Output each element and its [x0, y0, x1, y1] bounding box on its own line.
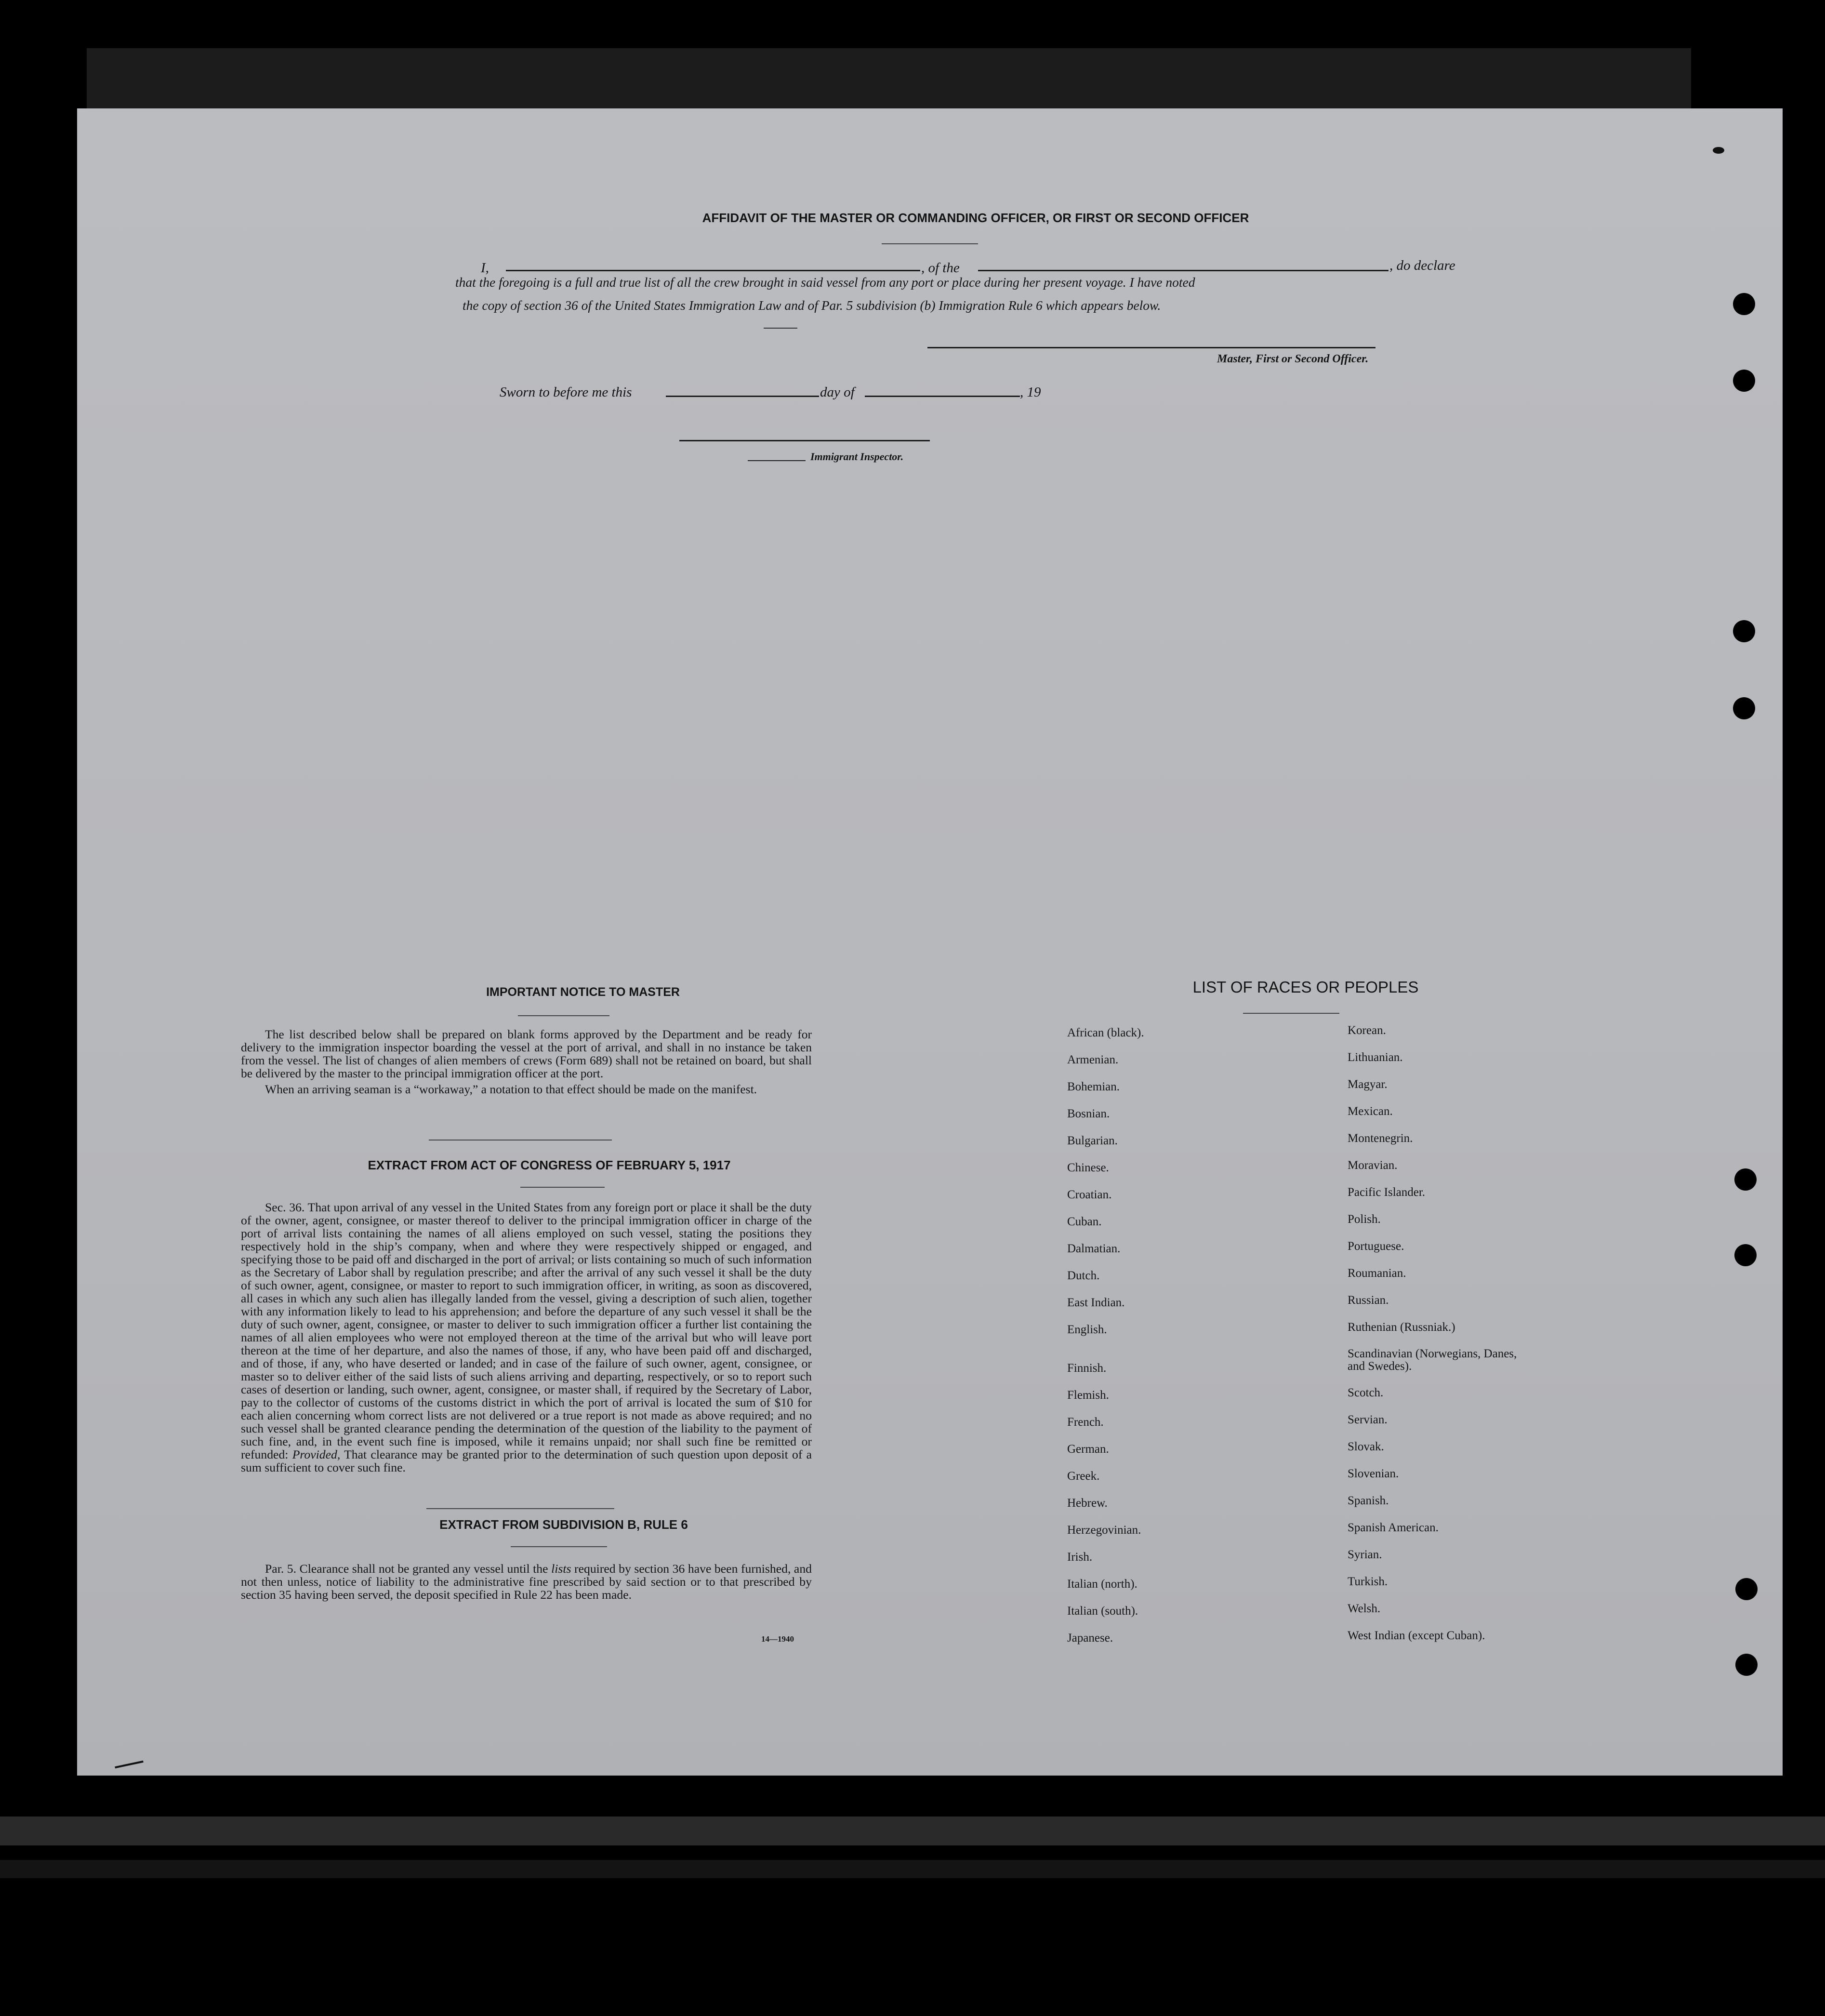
- race-item: Magyar.: [1348, 1078, 1388, 1091]
- sworn-month-field[interactable]: [865, 396, 1020, 397]
- notice-title-rule: [518, 1015, 609, 1016]
- punch-hole: [1733, 620, 1755, 642]
- par-5-text-a: Par. 5. Clearance shall not be granted any vessel until the: [265, 1562, 548, 1576]
- race-item: German.: [1067, 1443, 1109, 1456]
- races-title: LIST OF RACES OR PEOPLES: [1192, 978, 1419, 996]
- race-item: Greek.: [1067, 1470, 1100, 1483]
- race-item: Herzegovinian.: [1067, 1524, 1141, 1537]
- notice-divider: [429, 1140, 612, 1141]
- races-title-rule: [1243, 1013, 1339, 1014]
- notice-paragraph-2: When an arriving seaman is a “workaway,” a notation to that effect should be made on the manifest.: [265, 1082, 757, 1096]
- sworn-label: Sworn to before me this: [500, 385, 632, 400]
- race-item: Bosnian.: [1067, 1107, 1110, 1120]
- notice-paragraph-1: The list described below shall be prepared on blank forms approved by the Department and be ready for delivery to the immigration inspector boarding the vessel at the port of arrival, and shall in no instance be taken from the vessel. The list of changes of alien members of crews (Form 689) shall not be retained on board, but shall be delivered by the master to the principal immigration officer at the port.: [241, 1027, 812, 1080]
- affidavit-line-2: that the foregoing is a full and true list of all the crew brought in said vessel from any port or place during her present voyage. I have noted: [455, 275, 1195, 290]
- punch-hole: [1734, 1168, 1757, 1191]
- document-page: [77, 108, 1783, 1776]
- notice-text: [241, 1028, 812, 1096]
- race-item: Polish.: [1348, 1213, 1381, 1226]
- race-item: French.: [1067, 1416, 1104, 1429]
- affidavit-title-rule: [882, 243, 978, 244]
- sworn-day-field[interactable]: [666, 396, 819, 397]
- day-of-label: day of: [820, 385, 855, 400]
- race-item: Japanese.: [1067, 1631, 1113, 1645]
- race-item: Pacific Islander.: [1348, 1186, 1426, 1199]
- ink-mark: [764, 328, 797, 329]
- race-item: Roumanian.: [1348, 1267, 1406, 1280]
- signature-label: Master, First or Second Officer.: [1217, 353, 1369, 365]
- vessel-name-field[interactable]: [978, 270, 1389, 271]
- rule-extract-rule: [511, 1546, 607, 1547]
- declarant-name-field[interactable]: [506, 270, 920, 271]
- act-extract-title: EXTRACT FROM ACT OF CONGRESS OF FEBRUARY 5, 1917: [368, 1158, 731, 1172]
- of-the-label: , of the: [921, 260, 960, 276]
- race-item: Hebrew.: [1067, 1497, 1108, 1510]
- film-edge-bottom: [0, 1817, 1825, 1845]
- race-item: Moravian.: [1348, 1159, 1398, 1172]
- race-item: Korean.: [1348, 1024, 1386, 1037]
- race-item: Bohemian.: [1067, 1080, 1120, 1093]
- race-item: African (black).: [1067, 1026, 1144, 1039]
- race-item: Ruthenian (Russniak.): [1348, 1321, 1455, 1334]
- race-item: Chinese.: [1067, 1161, 1109, 1174]
- race-item: Italian (south).: [1067, 1605, 1138, 1618]
- punch-hole: [1735, 1654, 1758, 1676]
- race-item: Slovak.: [1348, 1440, 1384, 1453]
- race-item: Flemish.: [1067, 1389, 1109, 1402]
- race-item: Russian.: [1348, 1294, 1389, 1307]
- race-item: Croatian.: [1067, 1188, 1112, 1201]
- punch-hole: [1733, 293, 1755, 315]
- year-label: , 19: [1020, 385, 1041, 400]
- race-item: Portuguese.: [1348, 1240, 1404, 1253]
- act-extract-divider: [426, 1508, 614, 1509]
- race-item: Armenian.: [1067, 1053, 1119, 1066]
- race-item: Syrian.: [1348, 1548, 1382, 1561]
- race-item: Dalmatian.: [1067, 1242, 1121, 1255]
- race-item: Dutch.: [1067, 1269, 1100, 1282]
- punch-hole: [1734, 1244, 1757, 1266]
- affidavit-line-3: the copy of section 36 of the United States Immigration Law and of Par. 5 subdivision (b) Immigration Rule 6 which appears below.: [463, 298, 1161, 313]
- rule-extract-text: [241, 1562, 812, 1601]
- race-item: Montenegrin.: [1348, 1132, 1413, 1145]
- act-extract-text: [241, 1201, 812, 1474]
- ink-mark-top-right: [1713, 147, 1724, 154]
- lists-word: lists: [551, 1562, 571, 1576]
- signature-field[interactable]: [927, 347, 1375, 348]
- inspector-signature-field[interactable]: [679, 440, 930, 441]
- race-item: Cuban.: [1067, 1215, 1102, 1228]
- affidavit-title: AFFIDAVIT OF THE MASTER OR COMMANDING OFFICER, OR FIRST OR SECOND OFFICER: [702, 211, 1249, 225]
- film-edge-bottom-dark: [0, 1860, 1825, 1878]
- race-item: English.: [1067, 1323, 1107, 1336]
- race-item: East Indian.: [1067, 1296, 1125, 1309]
- ink-mark-bottom-left: [115, 1761, 144, 1768]
- act-extract-rule: [520, 1187, 605, 1188]
- inspector-label: Immigrant Inspector.: [810, 451, 904, 463]
- punch-hole: [1733, 370, 1755, 392]
- race-item: Bulgarian.: [1067, 1134, 1118, 1147]
- do-declare-label: , do declare: [1389, 258, 1455, 273]
- race-item: Turkish.: [1348, 1575, 1388, 1588]
- race-item: Spanish American.: [1348, 1521, 1439, 1534]
- rule-extract-title: EXTRACT FROM SUBDIVISION B, RULE 6: [439, 1517, 688, 1532]
- race-item: Irish.: [1067, 1551, 1093, 1564]
- race-item: Lithuanian.: [1348, 1051, 1403, 1064]
- declarant-label: I,: [481, 260, 489, 276]
- section-36-text-end: That clearance may be granted prior to the determination of such question upon deposit of a sum sufficient to cover such fine.: [241, 1447, 812, 1474]
- race-item: Italian (north).: [1067, 1578, 1137, 1591]
- race-item: Slovenian.: [1348, 1467, 1399, 1480]
- par-5-text-b: required by section 36 have been furnished, and not then unless, notice of liability to the administrative fine prescribed by said section or to that prescribed by section 35 having been served, the deposit specified in Rule 22 has been made.: [241, 1562, 812, 1602]
- punch-hole: [1733, 697, 1755, 719]
- race-item: Scandinavian (Norwegians, Danes, and Swedes).: [1348, 1347, 1517, 1373]
- race-item: Finnish.: [1067, 1362, 1107, 1375]
- race-item: Scotch.: [1348, 1386, 1384, 1399]
- race-item: Servian.: [1348, 1413, 1388, 1426]
- film-edge-top: [87, 48, 1691, 111]
- race-item: Spanish.: [1348, 1494, 1389, 1507]
- race-item: Welsh.: [1348, 1602, 1381, 1615]
- form-number: 14—1940: [761, 1634, 794, 1644]
- race-item: Mexican.: [1348, 1105, 1393, 1118]
- notice-title: IMPORTANT NOTICE TO MASTER: [486, 985, 680, 999]
- section-36-text: Sec. 36. That upon arrival of any vessel in the United States from any foreign port or place it shall be the duty of the owner, agent, consignee, or master thereof to deliver to the principal immigration officer in charge of the port of arrival lists containing the names of all aliens employed on such vessel, stating the positions they respectively hold in the ship’s company, when and where they were respectively shipped or engaged, and specifying those to be paid off and discharged in the port of arrival; or lists containing so much of such information as the Secretary of Labor shall by regulation prescribe; and after the arrival of any such vessel it shall be the duty of such owner, agent, consignee, or master to report to such immigration officer, in writing, as soon as discovered, all cases in which any such alien has illegally landed from the vessel, giving a description of such alien, together with any information likely to lead to his apprehension; and before the departure of any such vessel it shall be the duty of such owner, agent, consignee, or master to deliver to such immigration officer a further list containing the names of all alien employees who were not employed thereon at the time of the arrival but who will leave port thereon at the time of her departure, and also the names of those, if any, who have been paid off and discharged, and of those, if any, who have deserted or landed; and in case of the failure of such owner, agent, consignee, or master so to deliver either of the said lists of such aliens arriving and departing, respectively, or so to report such cases of desertion or landing, such owner, agent, consignee, or master shall, if required by the Secretary of Labor, pay to the collector of customs of the customs district in which the port of arrival is located the sum of $10 for each alien concerning whom correct lists are not delivered or a true report is not made as above required; and no such vessel shall be granted clearance pending the determination of the question of the liability to the payment of such fine, and, in the event such fine is imposed, while it remains unpaid; nor shall such fine be remitted or refunded:: [241, 1200, 812, 1461]
- race-item: West Indian (except Cuban).: [1348, 1629, 1485, 1642]
- punch-hole: [1735, 1578, 1758, 1600]
- provided-word: Provided,: [292, 1447, 341, 1461]
- inspector-short-rule: [748, 460, 806, 461]
